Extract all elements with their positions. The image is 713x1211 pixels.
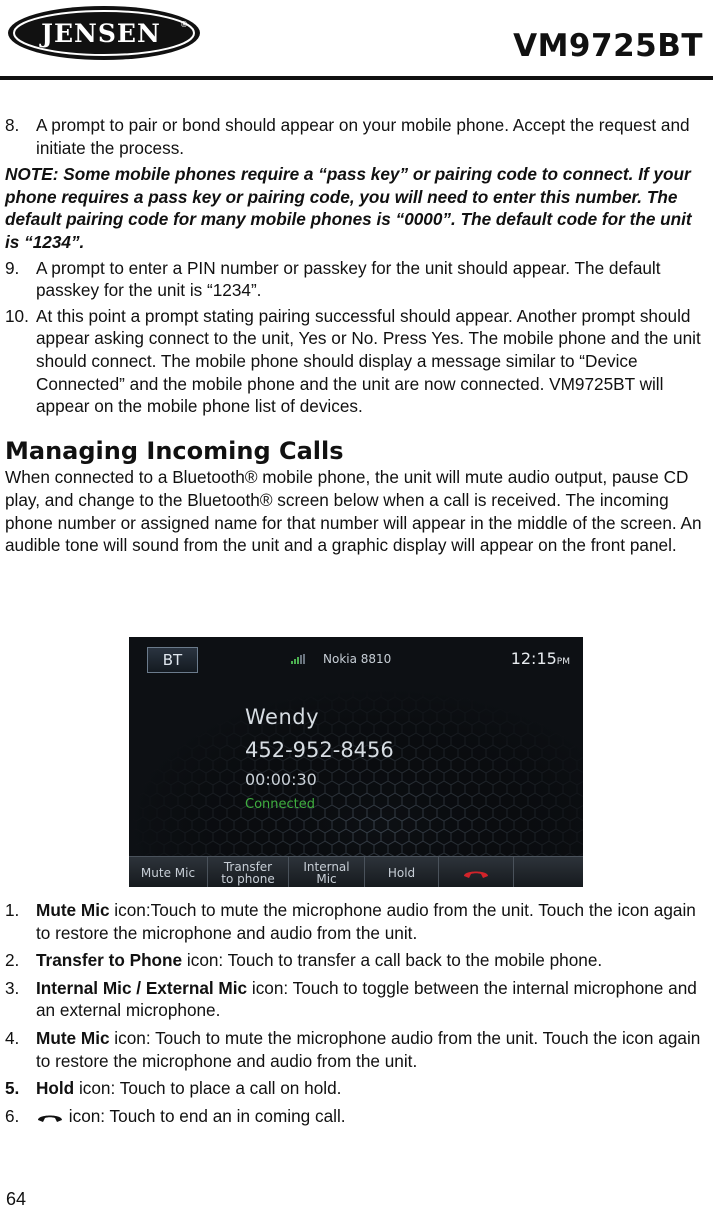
item-term: Mute Mic xyxy=(36,1027,110,1048)
transfer-to-phone-button[interactable] xyxy=(208,857,289,887)
internal-mic-button[interactable] xyxy=(289,857,365,887)
item-number: 5. xyxy=(5,1078,20,1099)
empty-slot xyxy=(514,857,583,887)
item-term: Transfer to Phone xyxy=(36,950,183,971)
list-item xyxy=(5,949,707,972)
item-number: 2. xyxy=(5,950,20,971)
item-number: 3. xyxy=(5,977,20,998)
instructions xyxy=(5,114,707,557)
step-8 xyxy=(5,114,707,159)
item-term: Internal Mic / External Mic xyxy=(36,977,248,998)
item-number: 1. xyxy=(5,900,20,920)
mute-mic-button[interactable]: Mute Mic xyxy=(129,857,208,887)
list-item xyxy=(5,1105,707,1128)
item-number: 6. xyxy=(5,1105,20,1126)
step-number: 10. xyxy=(5,305,29,326)
list-item xyxy=(5,1077,707,1100)
hex-background xyxy=(129,637,583,887)
list-item xyxy=(5,977,707,1022)
jensen-logo xyxy=(6,4,202,62)
caller-name: Wendy xyxy=(245,705,320,729)
section-body: When connected to a Bluetooth® mobile phone, the unit will mute audio output, pause CD play, and change to the Bluetooth® screen below when a call is received. The incoming phone number or assigned name for that number will appear in the middle of the screen. An audible tone will sound from the unit and a graphic display will appear on the front panel. xyxy=(5,467,702,556)
bt-button[interactable]: BT xyxy=(147,647,198,673)
list-item xyxy=(5,899,707,944)
item-term: Mute Mic xyxy=(36,900,110,920)
item-term: Hold xyxy=(36,1078,75,1099)
end-call-icon xyxy=(36,1111,64,1123)
step-number: 9. xyxy=(5,257,20,278)
caller-number: 452-952-8456 xyxy=(245,738,394,762)
item-text: icon: Touch to toggle between the internal microphone and an external microphone. xyxy=(36,977,697,1021)
step-9 xyxy=(5,257,707,302)
pairing-note: NOTE: Some mobile phones require a “pass key” or pairing code to connect. If your phone requires a pass key or pairing code, you will need to enter this number. The default pairing code for many mobile phones is “0000”. The default code for the unit is “1234”. xyxy=(5,164,692,252)
step-10 xyxy=(5,305,707,418)
call-timer: 00:00:30 xyxy=(245,770,317,789)
call-status: Connected xyxy=(245,797,316,812)
device-name: Nokia 8810 xyxy=(323,652,392,666)
internal-label-2: Mic xyxy=(316,871,337,886)
signal-strength-icon xyxy=(291,654,307,664)
item-text: icon: Touch to place a call on hold. xyxy=(74,1078,342,1099)
end-call-icon xyxy=(462,867,490,879)
step-text: A prompt to pair or bond should appear on your mobile phone. Accept the request and initiate the process. xyxy=(36,115,690,158)
page-number: 64 xyxy=(6,1189,27,1209)
transfer-label-2: to phone xyxy=(221,871,275,886)
svg-text:®: ® xyxy=(180,20,188,29)
hold-button[interactable]: Hold xyxy=(365,857,439,887)
transfer-label-1: Transfer xyxy=(223,859,273,874)
step-text: At this point a prompt stating pairing successful should appear. Another prompt should appear asking connect to the unit, Yes or No. Press Yes. The mobile phone and the unit should connect. The mobile phone should display a message similar to “Device Connected” and the mobile phone and the unit are now connected. VM9725BT will appear on the mobile phone list of devices. xyxy=(36,305,701,417)
internal-label-1: Internal xyxy=(303,859,350,874)
icon-descriptions xyxy=(5,899,707,1132)
header-rule xyxy=(0,76,713,80)
bt-call-screen xyxy=(129,637,583,887)
logo-text: JENSEN xyxy=(41,19,161,48)
step-number: 8. xyxy=(5,115,20,135)
call-button-bar xyxy=(129,856,583,887)
item-text: icon: Touch to mute the microphone audio from the unit. Touch the icon again to restore the microphone and audio from the unit. xyxy=(36,1027,701,1071)
item-text: icon: Touch to end an in coming call. xyxy=(64,1105,346,1126)
item-text: icon: Touch to transfer a call back to the mobile phone. xyxy=(182,950,603,971)
step-text: A prompt to enter a PIN number or passkey for the unit should appear. The default passkey for the unit is “1234”. xyxy=(36,257,661,301)
list-item xyxy=(5,1027,707,1072)
model-title: VM9725BT xyxy=(513,28,703,64)
section-title: Managing Incoming Calls xyxy=(5,436,344,465)
clock-time: 12:15 xyxy=(510,649,557,668)
clock-ampm: PM xyxy=(556,657,570,667)
item-text: icon:Touch to mute the microphone audio from the unit. Touch the icon again to restore the microphone and audio from the unit. xyxy=(36,900,696,943)
end-call-button[interactable] xyxy=(439,857,514,887)
clock xyxy=(511,649,570,668)
item-number: 4. xyxy=(5,1027,20,1048)
